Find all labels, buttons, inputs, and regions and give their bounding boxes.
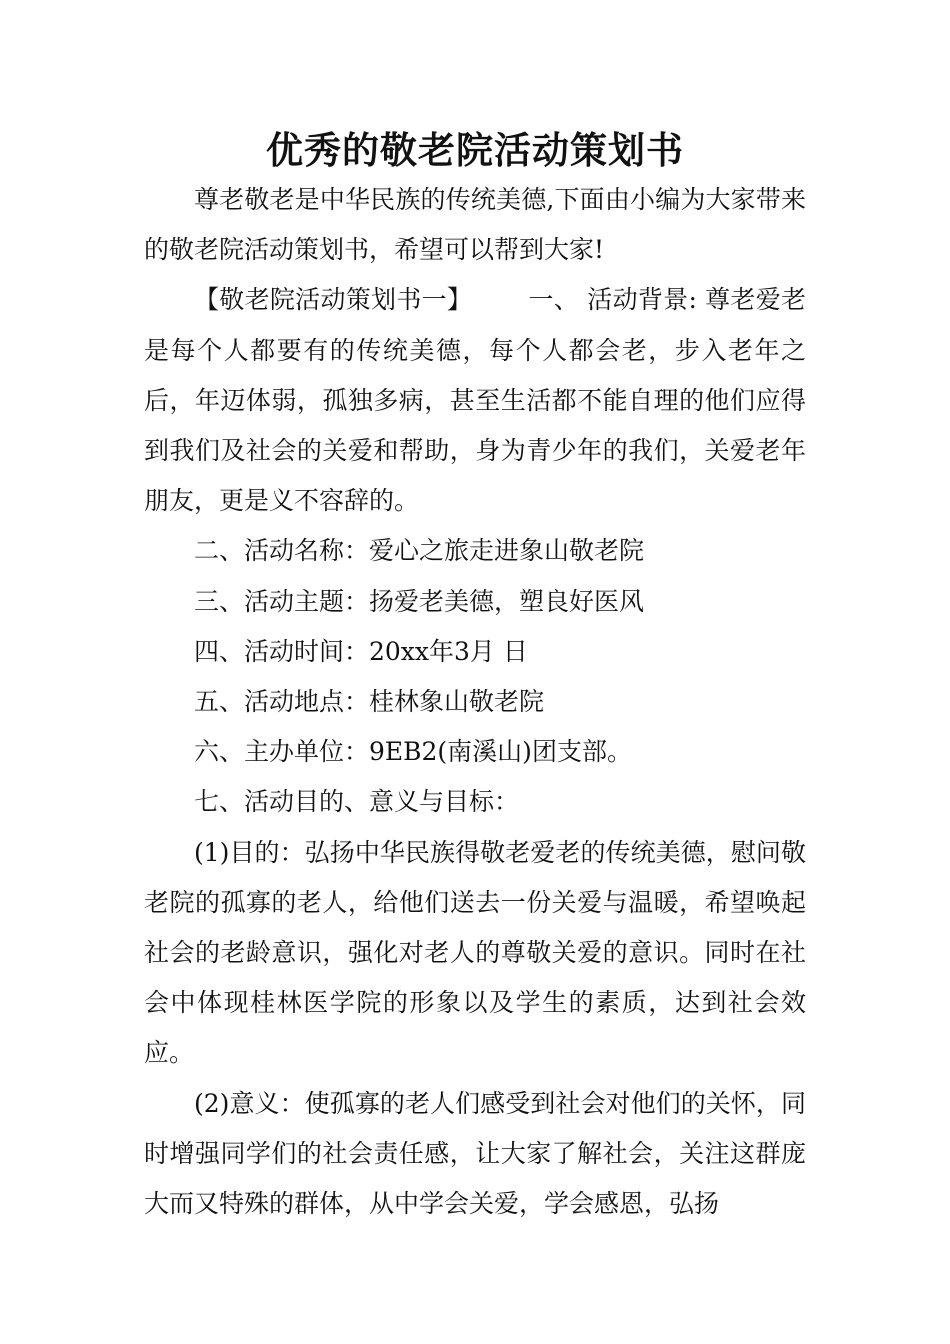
activity-time-line: 四、活动时间：20xx年3月 日 [194, 636, 528, 666]
background-text: 一、 活动背景: 尊老爱老是每个人都要有的传统美德，每个人都会老，步入老年之后，年迈体弱，孤独多病，甚至生活都不能自理的他们应得到我们及社会的关爱和帮助，身为青少年的我们，关爱老年朋友，更是义不容辞的。 [144, 285, 806, 516]
goals-heading-line: 七、活动目的、意义与目标： [194, 787, 520, 817]
purpose-paragraph: (1)目的：弘扬中华民族得敬老爱老的传统美德，慰问敬老院的孤寡的老人，给他们送去一份关爱与温暖，希望唤起社会的老龄意识，强化对老人的尊敬关爱的意识。同时在社会中体现桂林医学院的形象以及学生的素质，达到社会效应。 [144, 837, 806, 1068]
significance-paragraph: (2)意义：使孤寡的老人们感受到社会对他们的关怀，同时增强同学们的社会责任感，让大家了解社会，关注这群庞大而又特殊的群体，从中学会关爱，学会感恩，弘扬 [144, 1088, 806, 1219]
activity-place-line: 五、活动地点：桂林象山敬老院 [194, 687, 545, 717]
document-title: 优秀的敬老院活动策划书 [266, 128, 684, 172]
activity-theme-line: 三、活动主题：扬爱老美德，塑良好医风 [194, 586, 645, 616]
activity-name-line: 二、活动名称：爱心之旅走进象山敬老院 [194, 536, 645, 566]
section-heading: 【敬老院活动策划书一】 [194, 285, 473, 315]
activity-organizer-line: 六、主办单位：9EB2(南溪山)团支部。 [194, 737, 632, 767]
document-body [144, 175, 806, 1229]
intro-paragraph: 尊老敬老是中华民族的传统美德,下面由小编为大家带来的敬老院活动策划书，希望可以帮到大家! [144, 185, 806, 265]
background-paragraph [144, 275, 806, 526]
